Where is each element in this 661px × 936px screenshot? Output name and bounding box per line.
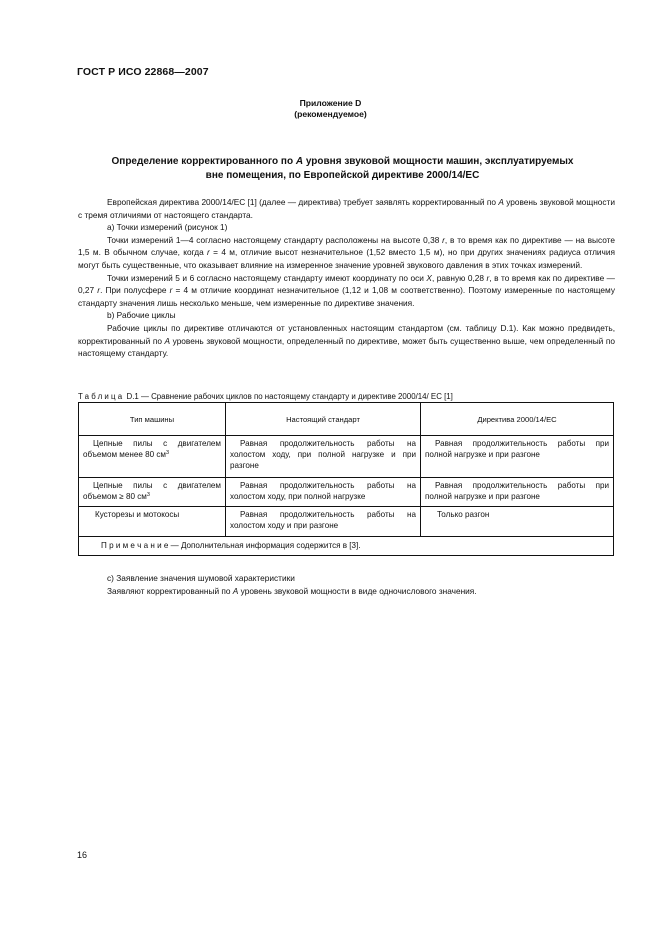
paragraph-points-1-4: Точки измерений 1—4 согласно настоящему стандарту расположены на высоте 0,38 r, в то время как по директиве — на высоте 1,5 м. В обычном случае, когда r = 4 м, отличие высот незначительное (1,52 вместо 1,5 м), но при других значениях радиуса отличия могут быть существенные, что оказывает влияние на измеренное значение уровней звукового давления в этих точках измерений. bbox=[78, 234, 615, 270]
annex-status: (рекомендуемое) bbox=[294, 109, 367, 119]
cell-directive: Равная продолжительность работы при полной нагрузке и при разгоне bbox=[421, 436, 614, 478]
table-header-row bbox=[79, 403, 614, 436]
cell-standard: Равная продолжительность работы на холостом ходу, при полной нагрузке bbox=[226, 478, 421, 507]
section-title bbox=[70, 155, 615, 183]
list-item-work-cycles: b) Рабочие циклы bbox=[107, 310, 176, 321]
cell-machine-type: Кусторезы и мотокосы bbox=[79, 507, 226, 537]
section-title-line1: Определение корректированного по A уровня звуковой мощности машин, эксплуатируемых bbox=[111, 156, 574, 167]
column-header-standard: Настоящий стандарт bbox=[226, 403, 421, 436]
table-note-row bbox=[79, 537, 614, 556]
body-text bbox=[78, 196, 615, 360]
paragraph-directive-intro: Европейская директива 2000/14/ЕС [1] (далее — директива) требует заявлять корректированный по A уровень звуковой мощности с тремя отличиями от настоящего стандарта. bbox=[78, 197, 615, 220]
cell-standard: Равная продолжительность работы на холостом ходу и при разгоне bbox=[226, 507, 421, 537]
annex-heading bbox=[0, 98, 661, 120]
column-header-machine-type: Тип машины bbox=[79, 403, 226, 436]
table-caption: Таблица D.1 — Сравнение рабочих циклов по настоящему стандарту и директиве 2000/14/ ЕС [1] bbox=[78, 392, 453, 401]
cell-machine-type: Цепные пилы с двигателем объемом ≥ 80 $см^3$ bbox=[79, 478, 226, 507]
column-header-directive: Директива 2000/14/ЕС bbox=[421, 403, 614, 436]
paragraph-work-cycles: Рабочие циклы по директиве отличаются от установленных настоящим стандартом (см. таблицу D.1). Как можно предвидеть, корректированный по A уровень звуковой мощности, определенный по директиве, может быть существенно выше, чем определенный по настоящему стандарту. bbox=[78, 322, 615, 359]
cell-directive: Равная продолжительность работы при полной нагрузке и при разгоне bbox=[421, 478, 614, 507]
cell-standard: Равная продолжительность работы на холостом ходу, при полной нагрузке и при разгоне bbox=[226, 436, 421, 478]
section-title-line2: вне помещения, по Европейской директиве 2000/14/ЕС bbox=[205, 170, 480, 181]
list-item-declaration: с) Заявление значения шумовой характеристики bbox=[107, 573, 295, 583]
cell-directive: Только разгон bbox=[421, 507, 614, 537]
paragraph-declaration: Заявляют корректированный по A уровень звуковой мощности в виде одночислового значения. bbox=[107, 585, 477, 596]
paragraph-points-5-6: Точки измерений 5 и 6 согласно настоящему стандарту имеют координату по оси X, равную 0,28 r, в то время как по директиве — 0,27 r. При полусфере r = 4 м отличие координат незначительное (1,12 и 1,08 м соответственно). Поэтому измеренные по настоящему стандарту значения лишь несколько меньше, чем измеренные по директиве значения. bbox=[78, 272, 615, 308]
page-number: 16 bbox=[77, 850, 88, 860]
work-cycles-table bbox=[78, 402, 614, 556]
declaration-section bbox=[78, 572, 615, 597]
table-row bbox=[79, 478, 614, 507]
annex-title: Приложение D bbox=[299, 98, 362, 108]
table-note: П р и м е ч а н и е — Дополнительная информация содержится в [3]. bbox=[79, 537, 614, 556]
table-row bbox=[79, 436, 614, 478]
document-header: ГОСТ Р ИСО 22868—2007 bbox=[77, 66, 209, 78]
list-item-measurement-points: а) Точки измерений (рисунок 1) bbox=[107, 222, 228, 233]
cell-machine-type: Цепные пилы с двигателем объемом менее 80 $см^3$ bbox=[79, 436, 226, 478]
table-row bbox=[79, 507, 614, 537]
